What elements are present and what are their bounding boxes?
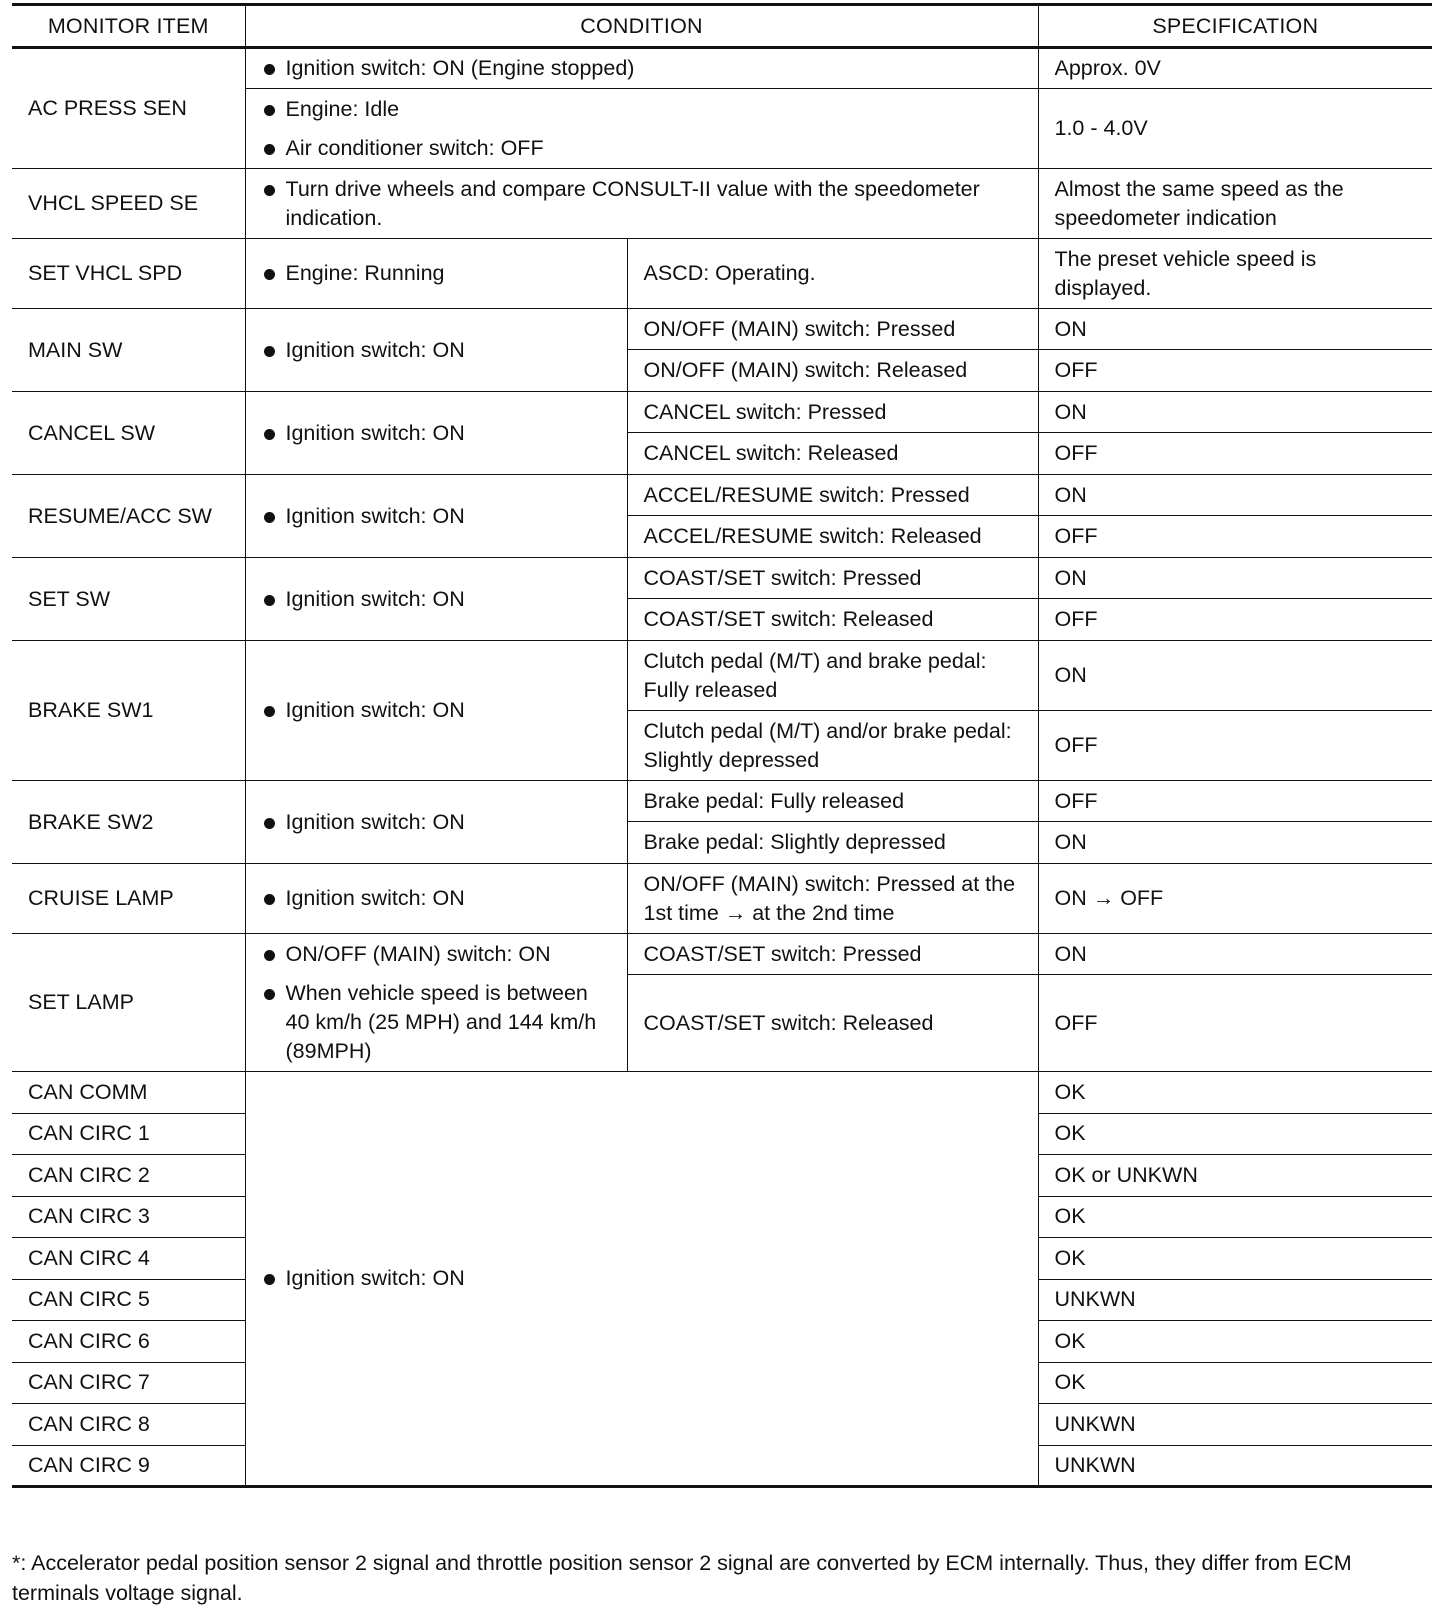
condition-cell: [245, 934, 627, 1072]
state-cell: Clutch pedal (M/T) and brake pedal: Fully released: [627, 641, 1038, 711]
header-condition: CONDITION: [245, 5, 1038, 48]
condition-list: [262, 808, 611, 837]
condition-bullet: Ignition switch: ON: [262, 808, 611, 837]
monitor-item-vhcl-speed-se: VHCL SPEED SE: [12, 169, 245, 239]
state-cell: ACCEL/RESUME switch: Released: [627, 516, 1038, 558]
table-row: [12, 169, 1432, 239]
specification-cell: ON: [1038, 475, 1432, 516]
specification-cell: ON: [1038, 558, 1432, 599]
specification-cell: UNKWN: [1038, 1279, 1432, 1321]
condition-cell: [245, 309, 627, 392]
table-body: [12, 48, 1432, 1487]
monitor-item-set-vhcl-spd: SET VHCL SPD: [12, 239, 245, 309]
specification-cell: OK: [1038, 1238, 1432, 1280]
condition-list: [262, 585, 611, 614]
specification-cell: UNKWN: [1038, 1404, 1432, 1446]
monitor-item-can-circ-7: CAN CIRC 7: [12, 1362, 245, 1404]
state-cell: COAST/SET switch: Pressed: [627, 558, 1038, 599]
monitor-item-set-sw: SET SW: [12, 558, 245, 641]
monitor-item-table: [12, 3, 1432, 1488]
specification-cell: ON: [1038, 822, 1432, 864]
condition-cell: [245, 239, 627, 309]
state-cell: COAST/SET switch: Pressed: [627, 934, 1038, 975]
specification-cell: OFF: [1038, 711, 1432, 781]
state-cell: CANCEL switch: Pressed: [627, 392, 1038, 433]
table-row: [12, 1072, 1432, 1114]
condition-list: [262, 259, 611, 288]
condition-cell: [245, 169, 1038, 239]
condition-list: [262, 884, 611, 913]
condition-cell: [245, 558, 627, 641]
monitor-item-can-circ-8: CAN CIRC 8: [12, 1404, 245, 1446]
condition-bullet: Engine: Idle: [262, 95, 1022, 124]
specification-cell: ON: [1038, 392, 1432, 433]
specification-cell: OK: [1038, 1196, 1432, 1238]
specification-cell: The preset vehicle speed is displayed.: [1038, 239, 1432, 309]
condition-bullet: Ignition switch: ON: [262, 1264, 1022, 1293]
specification-cell: OFF: [1038, 433, 1432, 475]
condition-bullet: Ignition switch: ON: [262, 696, 611, 725]
monitor-item-brake-sw1: BRAKE SW1: [12, 641, 245, 781]
table-row: [12, 558, 1432, 599]
condition-list: [262, 336, 611, 365]
header-specification: SPECIFICATION: [1038, 5, 1432, 48]
state-cell: COAST/SET switch: Released: [627, 599, 1038, 641]
condition-list: [262, 95, 1022, 163]
condition-list: [262, 54, 1022, 83]
state-cell: Brake pedal: Fully released: [627, 781, 1038, 822]
condition-cell: [245, 89, 1038, 169]
state-cell: ON/OFF (MAIN) switch: Released: [627, 350, 1038, 392]
condition-bullet: Engine: Running: [262, 259, 611, 288]
condition-cell: [245, 641, 627, 781]
condition-bullet: Ignition switch: ON (Engine stopped): [262, 54, 1022, 83]
monitor-item-set-lamp: SET LAMP: [12, 934, 245, 1072]
monitor-item-can-circ-4: CAN CIRC 4: [12, 1238, 245, 1280]
condition-cell: [245, 475, 627, 558]
monitor-item-cancel-sw: CANCEL SW: [12, 392, 245, 475]
state-cell: Brake pedal: Slightly depressed: [627, 822, 1038, 864]
state-cell: ASCD: Operating.: [627, 239, 1038, 309]
monitor-item-can-circ-6: CAN CIRC 6: [12, 1321, 245, 1363]
condition-cell: [245, 864, 627, 934]
specification-cell: OK or UNKWN: [1038, 1155, 1432, 1197]
condition-bullet: When vehicle speed is between 40 km/h (25 MPH) and 144 km/h (89MPH): [262, 979, 611, 1066]
monitor-item-can-circ-1: CAN CIRC 1: [12, 1113, 245, 1155]
specification-cell: UNKWN: [1038, 1445, 1432, 1487]
state-cell: ON/OFF (MAIN) switch: Pressed at the 1st time → at the 2nd time: [627, 864, 1038, 934]
state-cell: ON/OFF (MAIN) switch: Pressed: [627, 309, 1038, 350]
table-row: [12, 641, 1432, 711]
monitor-item-ac-press-sen: AC PRESS SEN: [12, 48, 245, 169]
condition-list: [262, 419, 611, 448]
table-row: [12, 239, 1432, 309]
condition-bullet: Ignition switch: ON: [262, 884, 611, 913]
condition-bullet: Ignition switch: ON: [262, 502, 611, 531]
specification-cell: OFF: [1038, 975, 1432, 1072]
table-row: [12, 934, 1432, 975]
condition-list: [262, 696, 611, 725]
specification-cell: OFF: [1038, 781, 1432, 822]
state-cell: COAST/SET switch: Released: [627, 975, 1038, 1072]
condition-list: [262, 1264, 1022, 1293]
condition-bullet: Ignition switch: ON: [262, 336, 611, 365]
table-header-row: [12, 5, 1432, 48]
footnote: *: Accelerator pedal position sensor 2 signal and throttle position sensor 2 signal are converted by ECM internally. Thus, they differ from ECM terminals voltage signal.: [12, 1551, 1352, 1605]
condition-bullet: ON/OFF (MAIN) switch: ON: [262, 940, 611, 969]
table-row: [12, 475, 1432, 516]
specification-cell: OFF: [1038, 516, 1432, 558]
condition-list: [262, 502, 611, 531]
specification-cell: ON: [1038, 934, 1432, 975]
state-cell: CANCEL switch: Released: [627, 433, 1038, 475]
monitor-item-cruise-lamp: CRUISE LAMP: [12, 864, 245, 934]
specification-cell: OK: [1038, 1072, 1432, 1114]
condition-cell: [245, 1072, 1038, 1487]
monitor-item-can-circ-2: CAN CIRC 2: [12, 1155, 245, 1197]
table-row: [12, 864, 1432, 934]
specification-cell: OK: [1038, 1113, 1432, 1155]
specification-cell: OFF: [1038, 599, 1432, 641]
condition-cell: [245, 392, 627, 475]
monitor-item-can-circ-9: CAN CIRC 9: [12, 1445, 245, 1487]
specification-cell: ON → OFF: [1038, 864, 1432, 934]
condition-bullet: Ignition switch: ON: [262, 585, 611, 614]
condition-bullet: Turn drive wheels and compare CONSULT-II value with the speedometer indication.: [262, 175, 1022, 233]
table-row: [12, 781, 1432, 822]
condition-cell: [245, 781, 627, 864]
specification-cell: ON: [1038, 641, 1432, 711]
specification-cell: OFF: [1038, 350, 1432, 392]
state-cell: ACCEL/RESUME switch: Pressed: [627, 475, 1038, 516]
table-row: [12, 309, 1432, 350]
specification-cell: 1.0 - 4.0V: [1038, 89, 1432, 169]
monitor-item-main-sw: MAIN SW: [12, 309, 245, 392]
condition-cell: [245, 48, 1038, 89]
condition-list: [262, 940, 611, 1066]
specification-cell: Approx. 0V: [1038, 48, 1432, 89]
specification-cell: ON: [1038, 309, 1432, 350]
specification-cell: Almost the same speed as the speedometer indication: [1038, 169, 1432, 239]
monitor-item-can-comm: CAN COMM: [12, 1072, 245, 1114]
condition-bullet: Ignition switch: ON: [262, 419, 611, 448]
monitor-item-can-circ-5: CAN CIRC 5: [12, 1279, 245, 1321]
monitor-item-resume-acc-sw: RESUME/ACC SW: [12, 475, 245, 558]
specification-cell: OK: [1038, 1321, 1432, 1363]
state-cell: Clutch pedal (M/T) and/or brake pedal: Slightly depressed: [627, 711, 1038, 781]
table-row: [12, 48, 1432, 89]
specification-cell: OK: [1038, 1362, 1432, 1404]
condition-bullet: Air conditioner switch: OFF: [262, 134, 1022, 163]
table-row: [12, 392, 1432, 433]
monitor-item-brake-sw2: BRAKE SW2: [12, 781, 245, 864]
header-monitor-item: MONITOR ITEM: [12, 5, 245, 48]
condition-list: [262, 175, 1022, 233]
monitor-item-can-circ-3: CAN CIRC 3: [12, 1196, 245, 1238]
